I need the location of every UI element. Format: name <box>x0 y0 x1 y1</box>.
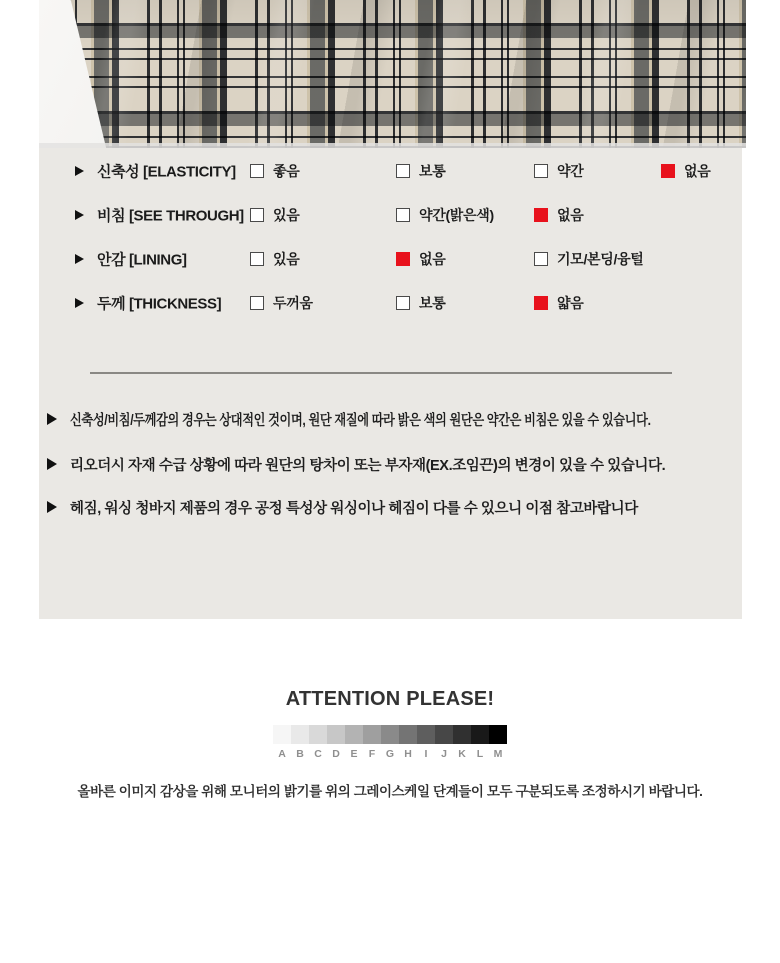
checkbox-checked-icon <box>534 208 548 222</box>
spec-option: 약간 <box>534 161 583 181</box>
note-text: 리오더시 자재 수급 상황에 따라 원단의 탕차이 또는 부자재(EX.조임끈)의 변경이 있을 수 있습니다. <box>70 458 666 474</box>
checkbox-icon <box>250 164 264 178</box>
grayscale-segment <box>381 725 399 744</box>
grayscale-letter: F <box>368 748 376 760</box>
spec-label: 안감 [LINING] <box>97 251 187 269</box>
grayscale-segment <box>291 725 309 744</box>
spec-option: 있음 <box>250 249 299 269</box>
spec-option: 두꺼움 <box>250 293 313 313</box>
spec-option: 좋음 <box>250 161 299 181</box>
checkbox-icon <box>396 164 410 178</box>
spec-option: 있음 <box>250 205 299 225</box>
spec-row-thickness <box>39 289 742 317</box>
spec-option: 약간(밝은색) <box>396 205 494 225</box>
grayscale-letter: D <box>332 748 340 760</box>
checkbox-icon <box>534 164 548 178</box>
grayscale-letter: I <box>424 748 428 760</box>
checkbox-icon <box>534 252 548 266</box>
divider-line <box>90 372 672 374</box>
spec-option: 기모/본딩/융털 <box>534 249 644 269</box>
spec-option: 얇음 <box>534 293 583 313</box>
note-text: 신축성/비침/두께감의 경우는 상대적인 것이며, 원단 재질에 따라 밝은 색의 원단은 약간은 비침은 있을 수 있습니다. <box>70 413 651 429</box>
grayscale-segment <box>399 725 417 744</box>
triangle-bullet-icon <box>47 413 57 425</box>
note-item <box>47 409 761 430</box>
attention-title: ATTENTION PLEASE! <box>285 688 495 710</box>
grayscale-segment <box>489 725 507 744</box>
grayscale-letter: A <box>278 748 286 760</box>
spec-label: 비침 [SEE THROUGH] <box>97 207 244 225</box>
calibration-caption: 올바른 이미지 감상을 위해 모니터의 밝기를 위의 그레이스케일 단계들이 모두 구분되도록 조정하시기 바랍니다. <box>77 784 703 799</box>
plaid-fabric-image <box>39 0 746 148</box>
spec-row-elasticity <box>39 157 742 185</box>
triangle-bullet-icon <box>75 166 84 176</box>
spec-option: 없음 <box>661 161 710 181</box>
triangle-bullet-icon <box>47 458 57 470</box>
checkbox-icon <box>250 252 264 266</box>
grayscale-letter: K <box>458 748 466 760</box>
triangle-bullet-icon <box>47 501 57 513</box>
note-item <box>47 454 665 475</box>
grayscale-segment <box>363 725 381 744</box>
spec-label: 신축성 [ELASTICITY] <box>97 163 236 181</box>
spec-option: 보통 <box>396 161 445 181</box>
note-text: 헤짐, 워싱 청바지 제품의 경우 공정 특성상 워싱이나 헤짐이 다를 수 있으니 이점 참고바랍니다 <box>70 501 638 517</box>
grayscale-letter: E <box>350 748 358 760</box>
grayscale-bar <box>273 725 507 744</box>
triangle-bullet-icon <box>75 298 84 308</box>
checkbox-checked-icon <box>661 164 675 178</box>
grayscale-segment <box>417 725 435 744</box>
grayscale-letter: J <box>441 748 447 760</box>
spec-row-lining <box>39 245 742 273</box>
grayscale-segment <box>345 725 363 744</box>
grayscale-letter: H <box>404 748 412 760</box>
spec-label: 두께 [THICKNESS] <box>97 295 222 313</box>
checkbox-icon <box>250 208 264 222</box>
grayscale-segment <box>273 725 291 744</box>
spec-option: 보통 <box>396 293 445 313</box>
product-photo <box>39 0 746 148</box>
grayscale-segment <box>453 725 471 744</box>
grayscale-letters <box>273 748 507 760</box>
checkbox-icon <box>396 296 410 310</box>
grayscale-segment <box>309 725 327 744</box>
checkbox-icon <box>396 208 410 222</box>
grayscale-letter: C <box>314 748 322 760</box>
spec-option: 없음 <box>534 205 583 225</box>
grayscale-segment <box>435 725 453 744</box>
grayscale-segment <box>471 725 489 744</box>
fabric-info-panel <box>39 148 742 619</box>
spec-row-see-through <box>39 201 742 229</box>
grayscale-letter: B <box>296 748 304 760</box>
checkbox-checked-icon <box>534 296 548 310</box>
triangle-bullet-icon <box>75 210 84 220</box>
checkbox-checked-icon <box>396 252 410 266</box>
grayscale-letter: M <box>493 748 503 760</box>
grayscale-letter: G <box>385 748 395 760</box>
note-item <box>47 497 638 518</box>
triangle-bullet-icon <box>75 254 84 264</box>
spec-option: 없음 <box>396 249 445 269</box>
grayscale-letter: L <box>476 748 484 760</box>
grayscale-segment <box>327 725 345 744</box>
checkbox-icon <box>250 296 264 310</box>
